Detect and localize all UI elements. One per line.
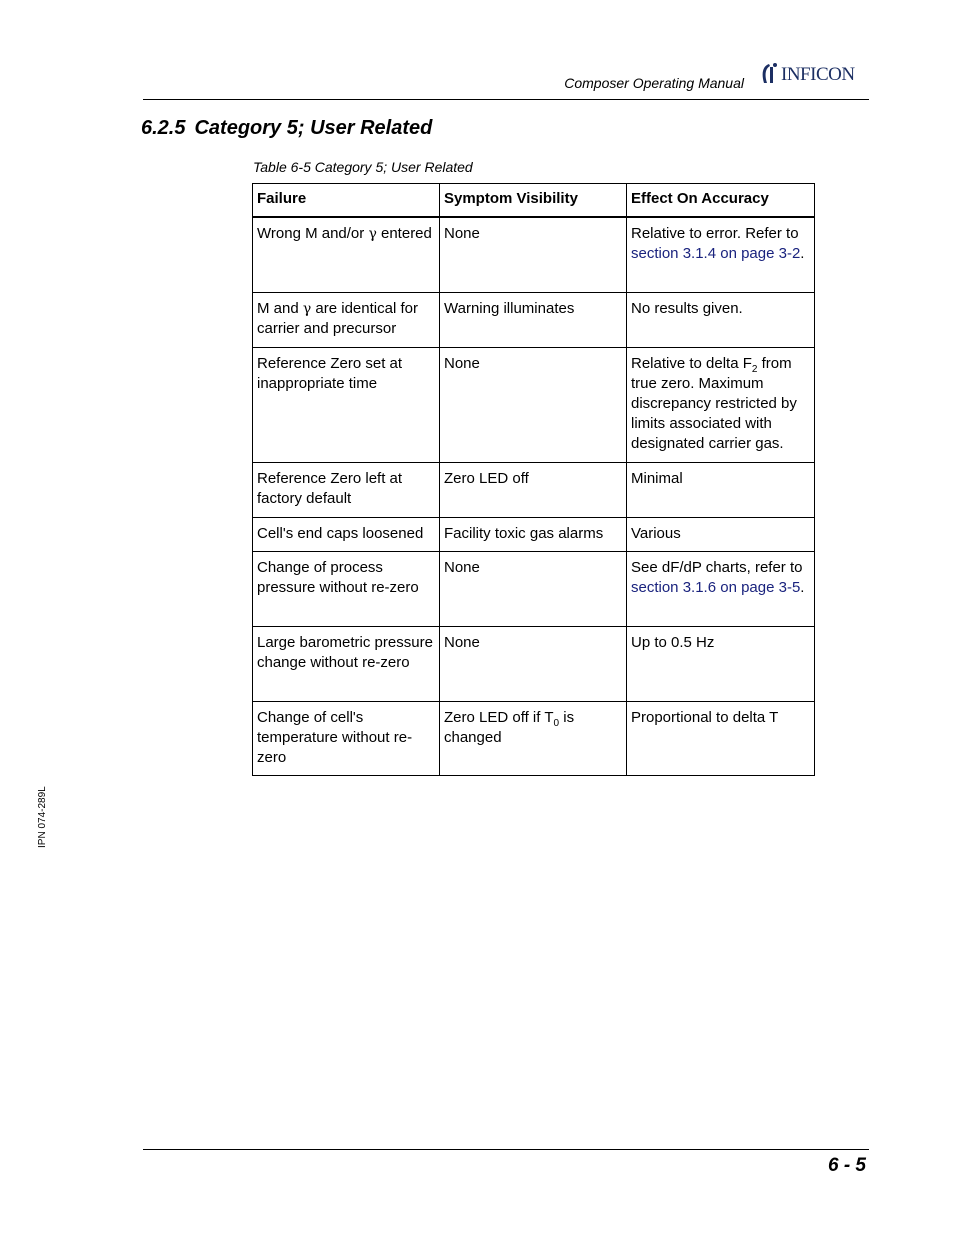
subscript: 2 xyxy=(751,363,758,375)
symptom-text: Zero LED off if T xyxy=(444,708,554,726)
symptom-cell xyxy=(440,701,627,775)
table-row xyxy=(253,217,815,292)
effect-text: . xyxy=(800,578,805,596)
failure-cell: Reference Zero set at inappropriate time xyxy=(253,347,440,462)
effect-cell: Various xyxy=(627,517,815,551)
effect-cell: No results given. xyxy=(627,292,815,347)
header-rule xyxy=(143,99,869,100)
failure-cell xyxy=(253,217,440,292)
table-row xyxy=(253,701,815,775)
failure-cell: Large barometric pressure change without re-zero xyxy=(253,626,440,701)
page-number: 6 - 5 xyxy=(827,1155,866,1176)
table-row xyxy=(253,551,815,626)
failure-text: are identical for carrier and precursor xyxy=(257,299,418,337)
header-failure: Failure xyxy=(253,184,440,218)
table-row xyxy=(253,517,815,551)
manual-title: Composer Operating Manual xyxy=(564,75,744,91)
failure-cell: Reference Zero left at factory default xyxy=(253,462,440,517)
inficon-logo xyxy=(758,61,872,87)
subscript: 0 xyxy=(553,717,560,729)
user-related-table xyxy=(252,183,815,776)
section-number: 6.2.5 xyxy=(141,117,186,139)
symptom-cell: None xyxy=(440,626,627,701)
effect-cell: Proportional to delta T xyxy=(627,701,815,775)
failure-text: Wrong M and/or xyxy=(257,225,369,242)
failure-cell: Cell's end caps loosened xyxy=(253,517,440,551)
failure-text: entered xyxy=(376,225,432,242)
header-symptom-visibility: Symptom Visibility xyxy=(440,184,627,218)
logo-text: INFICON xyxy=(781,64,855,85)
table-row xyxy=(253,626,815,701)
inficon-logo-icon xyxy=(758,61,780,87)
document-code: IPN 074-289L xyxy=(37,786,48,848)
symptom-cell: None xyxy=(440,551,627,626)
symptom-cell: Warning illuminates xyxy=(440,292,627,347)
failure-cell: Change of cell's temperature without re-zero xyxy=(253,701,440,775)
gamma-symbol: γ xyxy=(302,300,312,317)
gamma-symbol: γ xyxy=(368,226,377,242)
effect-text: . xyxy=(800,245,805,262)
effect-cell: Minimal xyxy=(627,462,815,517)
failure-text: M and xyxy=(257,299,303,317)
table-row xyxy=(253,292,815,347)
effect-cell xyxy=(627,347,815,462)
effect-cell xyxy=(627,551,815,626)
symptom-text: is changed xyxy=(444,708,575,746)
header-effect-on-accuracy: Effect On Accuracy xyxy=(627,184,815,218)
failure-cell xyxy=(253,292,440,347)
table-row xyxy=(253,462,815,517)
section-heading xyxy=(141,117,432,140)
effect-text: Relative to delta F xyxy=(631,354,752,372)
effect-cell xyxy=(627,217,815,292)
symptom-cell: Facility toxic gas alarms xyxy=(440,517,627,551)
table-row xyxy=(253,347,815,462)
effect-cell: Up to 0.5 Hz xyxy=(627,626,815,701)
failure-cell: Change of process pressure without re-zero xyxy=(253,551,440,626)
effect-text: from true zero. Maximum discrepancy restricted by limits associated with designated carrier gas. xyxy=(631,354,797,452)
section-link[interactable]: section 3.1.4 on page 3-2 xyxy=(631,245,801,262)
table-caption: Table 6-5 Category 5; User Related xyxy=(253,159,473,175)
effect-text: See dF/dP charts, refer to xyxy=(631,558,803,576)
effect-text: Relative to error. Refer to xyxy=(631,225,799,242)
symptom-cell: Zero LED off xyxy=(440,462,627,517)
symptom-cell: None xyxy=(440,347,627,462)
section-title: Category 5; User Related xyxy=(194,117,433,139)
section-link[interactable]: section 3.1.6 on page 3-5 xyxy=(631,578,801,596)
footer-rule xyxy=(143,1149,869,1150)
table-header-row xyxy=(253,184,815,218)
symptom-cell: None xyxy=(440,217,627,292)
